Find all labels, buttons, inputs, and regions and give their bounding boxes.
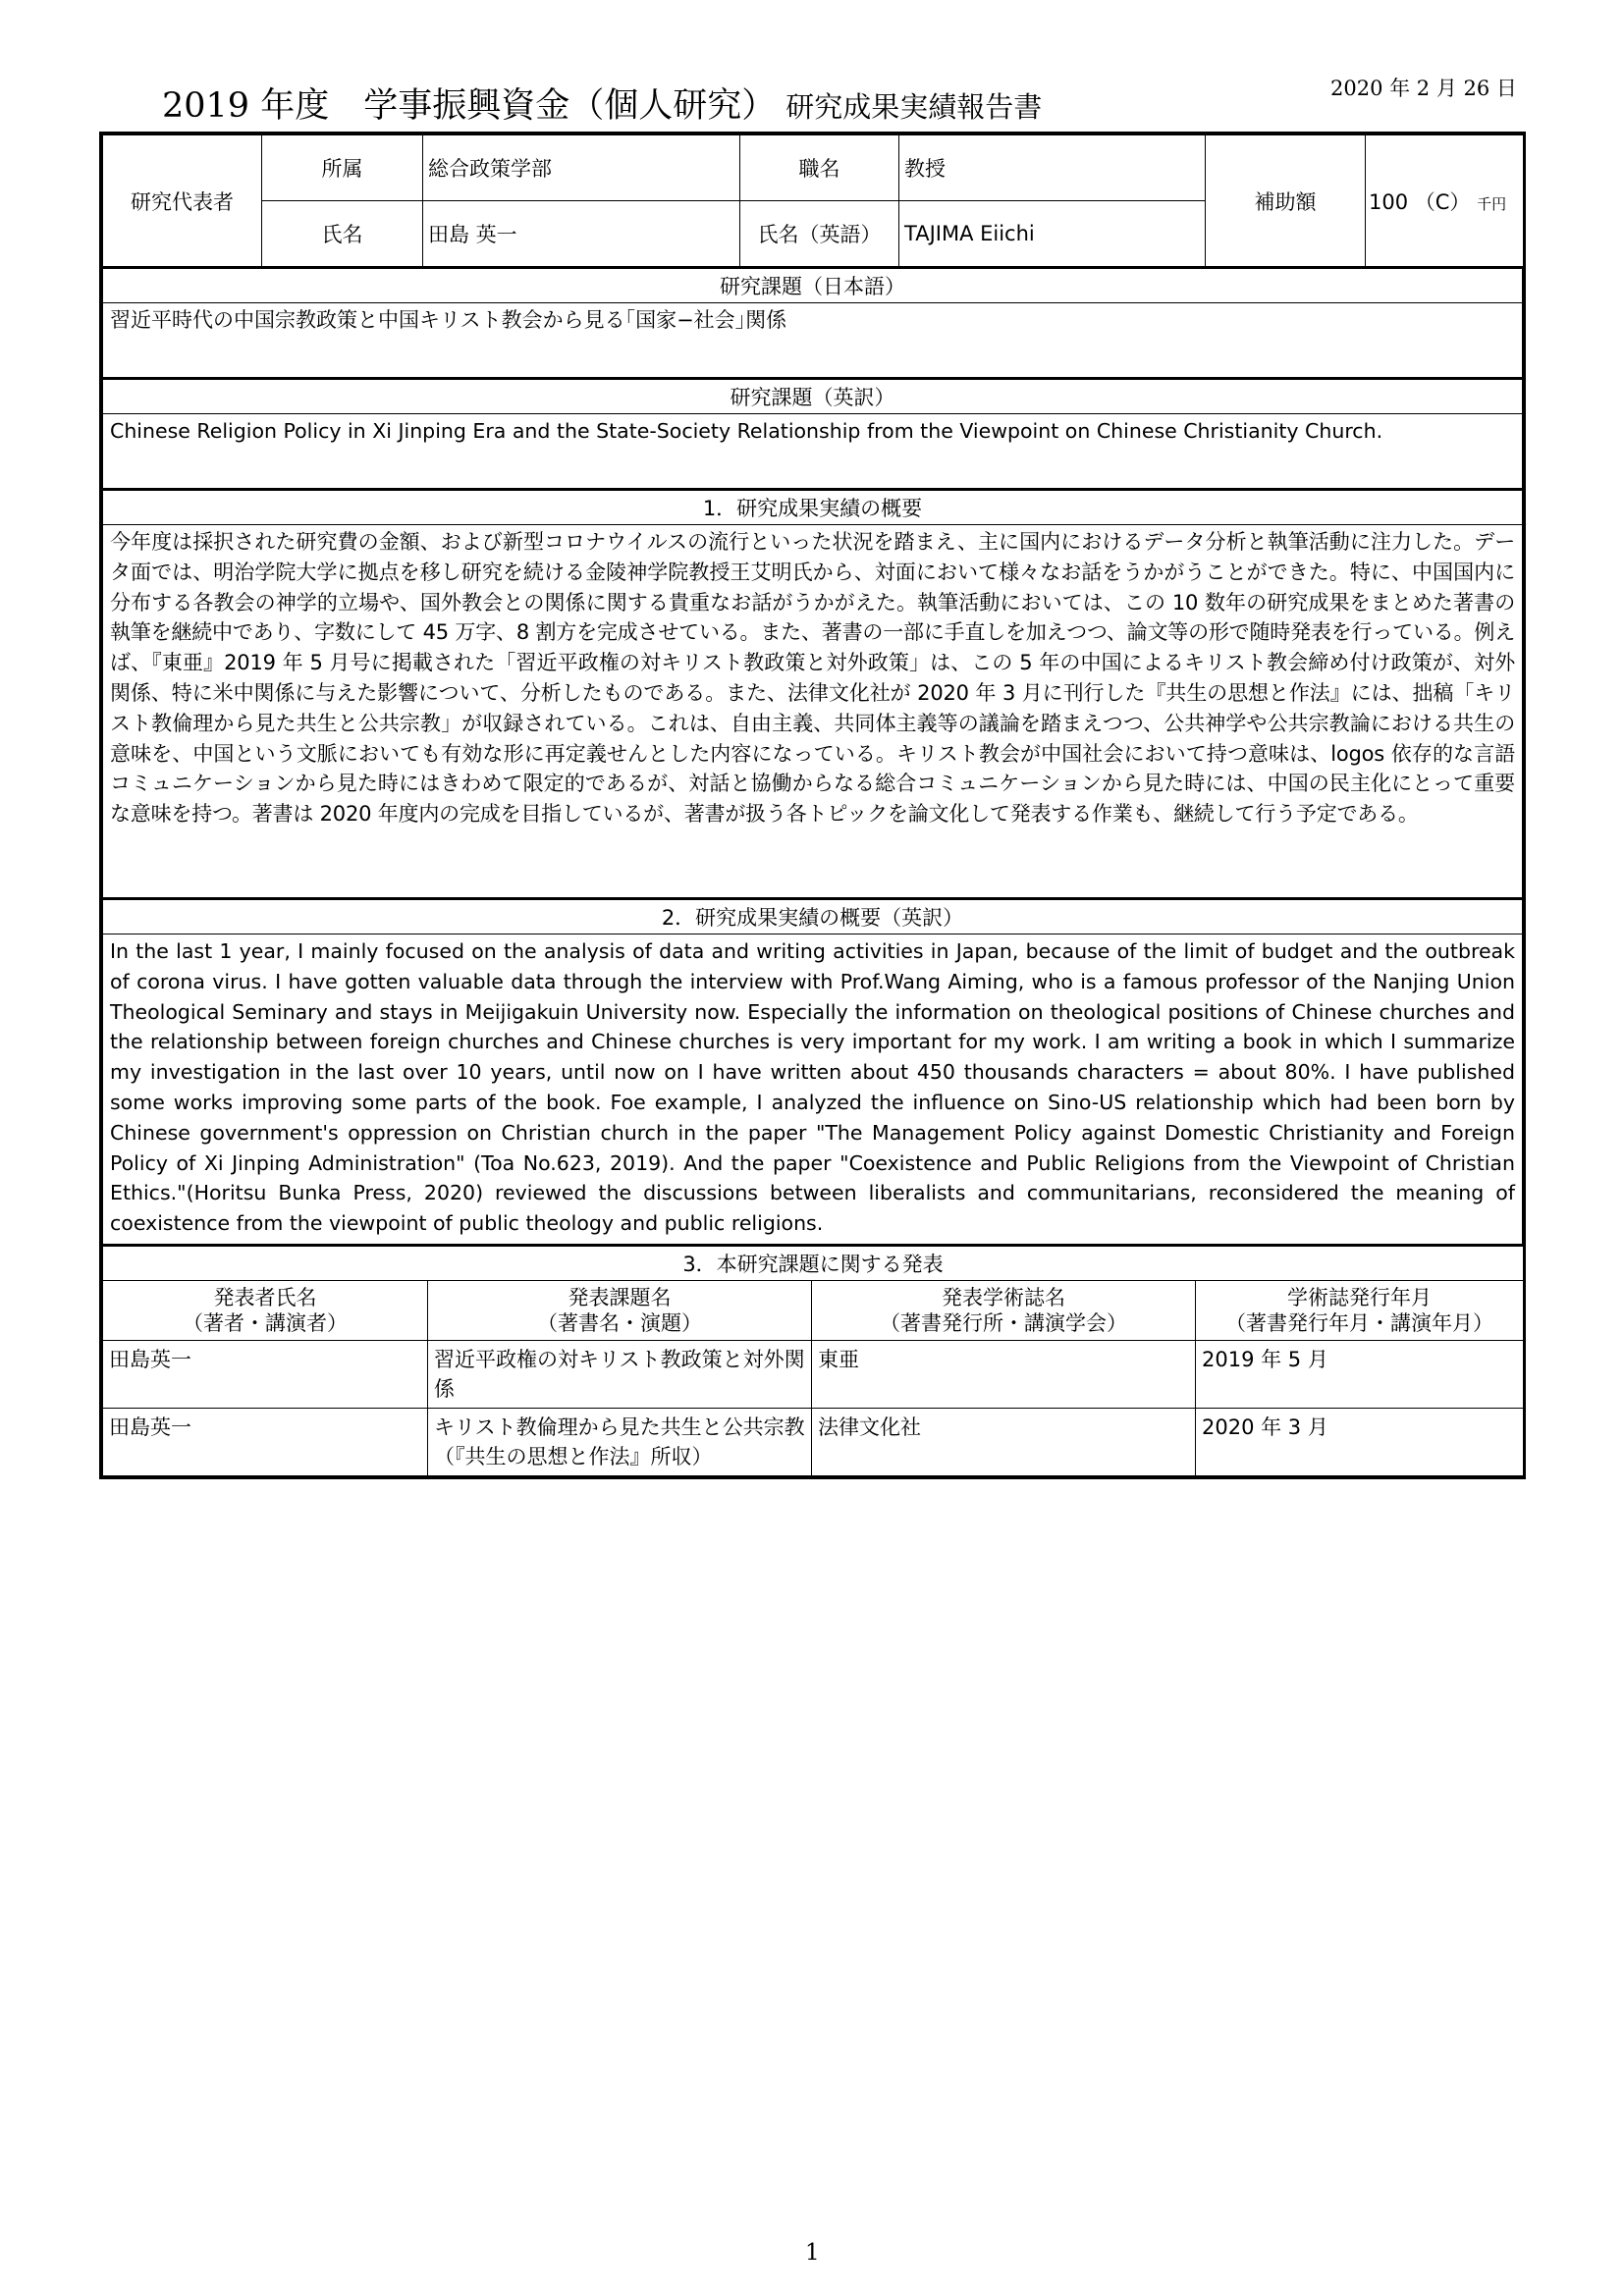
publications-heading: 3．本研究課題に関する発表 (103, 1246, 1524, 1281)
publication-title: 習近平政権の対キリスト教政策と対外関係 (428, 1341, 812, 1409)
table-row (103, 1341, 1524, 1409)
researcher-group-label: 研究代表者 (103, 135, 262, 267)
publication-journal: 法律文化社 (812, 1409, 1196, 1476)
summary-en-table (102, 898, 1523, 1245)
grant-cell (1366, 135, 1524, 267)
table-row (103, 1409, 1524, 1476)
publication-author: 田島英一 (103, 1409, 428, 1476)
column-header-title: 発表課題名 （著書名・演題） (428, 1281, 812, 1341)
summary-ja-table (102, 489, 1523, 898)
report-date: 2020 年 2 月 26 日 (1330, 77, 1517, 100)
column-header-journal: 発表学術誌名 （著書発行所・講演学会） (812, 1281, 1196, 1341)
researcher-table (102, 134, 1524, 267)
affiliation-label: 所属 (262, 135, 423, 201)
affiliation-value: 総合政策学部 (423, 135, 740, 201)
publication-title: キリスト教倫理から見た共生と公共宗教（『共生の思想と作法』所収） (428, 1409, 812, 1476)
grant-label: 補助額 (1206, 135, 1366, 267)
publication-date: 2020 年 3 月 (1196, 1409, 1524, 1476)
summary-ja-heading: 1．研究成果実績の概要 (103, 490, 1523, 525)
summary-ja-text: 今年度は採択された研究費の金額、および新型コロナウイルスの流行といった状況を踏まえ、主に国内におけるデータ分析と執筆活動に注力した。データ面では、明治学院大学に拠点を移し研究を続ける金陵神学院教授王艾明氏から、対面において様々なお話をうかがうことができた。特に、中国国内に分布する各教会の神学的立場や、国外教会との関係に関する貴重なお話がうかがえた。執筆活動においては、この 10 数年の研究成果をまとめた著書の執筆を継続中であり、字数にして 45 万字、8 割方を完成させている。また、著書の一部に手直しを加えつつ、論文等の形で随時発表を行っている。例えば、『東亜』2019 年 5 月号に掲載された「習近平政権の対キリスト教政策と対外政策」は、この 5 年の中国によるキリスト教会締め付け政策が、対外関係、特に米中関係に与えた影響について、分析したものである。また、法律文化社が 2020 年 3 月に刊行した『共生の思想と作法』には、拙稿「キリスト教倫理から見た共生と公共宗教」が収録されている。これは、自由主義、共同体主義等の議論を踏まえつつ、公共神学や公共宗教論における共生の意味を、中国という文脈においても有効な形に再定義せんとした内容になっている。キリスト教会が中国社会において持つ意味は、logos 依存的な言語コミュニケーションから見た時にはきわめて限定的であるが、対話と協働からなる総合コミュニケーションから見た時には、中国の民主化にとって重要な意味を持つ。著書は 2020 年度内の完成を目指しているが、著書が扱う各トピックを論文化して発表する作業も、継続して行う予定である。 (103, 525, 1523, 898)
publication-journal: 東亜 (812, 1341, 1196, 1409)
publication-author: 田島英一 (103, 1341, 428, 1409)
report-form (99, 132, 1526, 1479)
grant-unit: 千円 (1477, 194, 1507, 213)
position-label: 職名 (740, 135, 899, 201)
name-value: 田島 英一 (423, 201, 740, 267)
summary-en-text: In the last 1 year, I mainly focused on the analysis of data and writing activities in Japan, because of the limit of budget and the outbreak of corona virus. I have gotten valuable data through the interview with Prof.Wang Aiming, who is a famous professor of the Nanjing Union Theological Seminary and stays in Meijigakuin University now. Especially the information on theological positions of Chinese churches and the relationship between foreign churches and Chinese churches is very important for my work. I am writing a book in which I summarize my investigation in the last over 10 years, until now on I have written about 450 thousands characters = about 80%. I have published some works improving some parts of the book. Foe example, I analyzed the influence on Sino-US relationship which had been born by Chinese government's oppression on Christian church in the paper "The Management Policy against Domestic Christianity and Foreign Policy of Xi Jinping Administration" (Toa No.623, 2019). And the paper "Coexistence and Public Religions from the Viewpoint of Christian Ethics."(Horitsu Bunka Press, 2020) reviewed the discussions between liberalists and communitarians, reconsidered the meaning of coexistence from the viewpoint of public theology and public religions. (103, 934, 1523, 1245)
publication-date: 2019 年 5 月 (1196, 1341, 1524, 1409)
column-header-author: 発表者氏名 （著者・講演者） (103, 1281, 428, 1341)
publications-table (102, 1245, 1524, 1476)
topic-ja-table (102, 267, 1523, 378)
grant-amount: 100 （C） (1369, 189, 1471, 214)
report-title: 2019 年度 学事振興資金（個人研究） (162, 86, 777, 126)
topic-en-heading: 研究課題（英訳） (103, 379, 1523, 414)
report-subtitle: 研究成果実績報告書 (785, 90, 1043, 124)
topic-ja-heading: 研究課題（日本語） (103, 268, 1523, 303)
column-header-date: 学術誌発行年月 （著書発行年月・講演年月） (1196, 1281, 1524, 1341)
page-title (162, 79, 1042, 128)
name-en-label: 氏名（英語） (740, 201, 899, 267)
topic-ja-text: 習近平時代の中国宗教政策と中国キリスト教会から見る｢国家−社会｣関係 (103, 303, 1523, 378)
page-number: 1 (805, 2240, 820, 2266)
topic-en-text: Chinese Religion Policy in Xi Jinping Era and the State-Society Relationship from the Viewpoint on Chinese Christianity Church. (103, 414, 1523, 489)
position-value: 教授 (899, 135, 1206, 201)
topic-en-table (102, 378, 1523, 489)
name-en-value: TAJIMA Eiichi (899, 201, 1206, 267)
summary-en-heading: 2．研究成果実績の概要（英訳） (103, 899, 1523, 934)
name-label: 氏名 (262, 201, 423, 267)
